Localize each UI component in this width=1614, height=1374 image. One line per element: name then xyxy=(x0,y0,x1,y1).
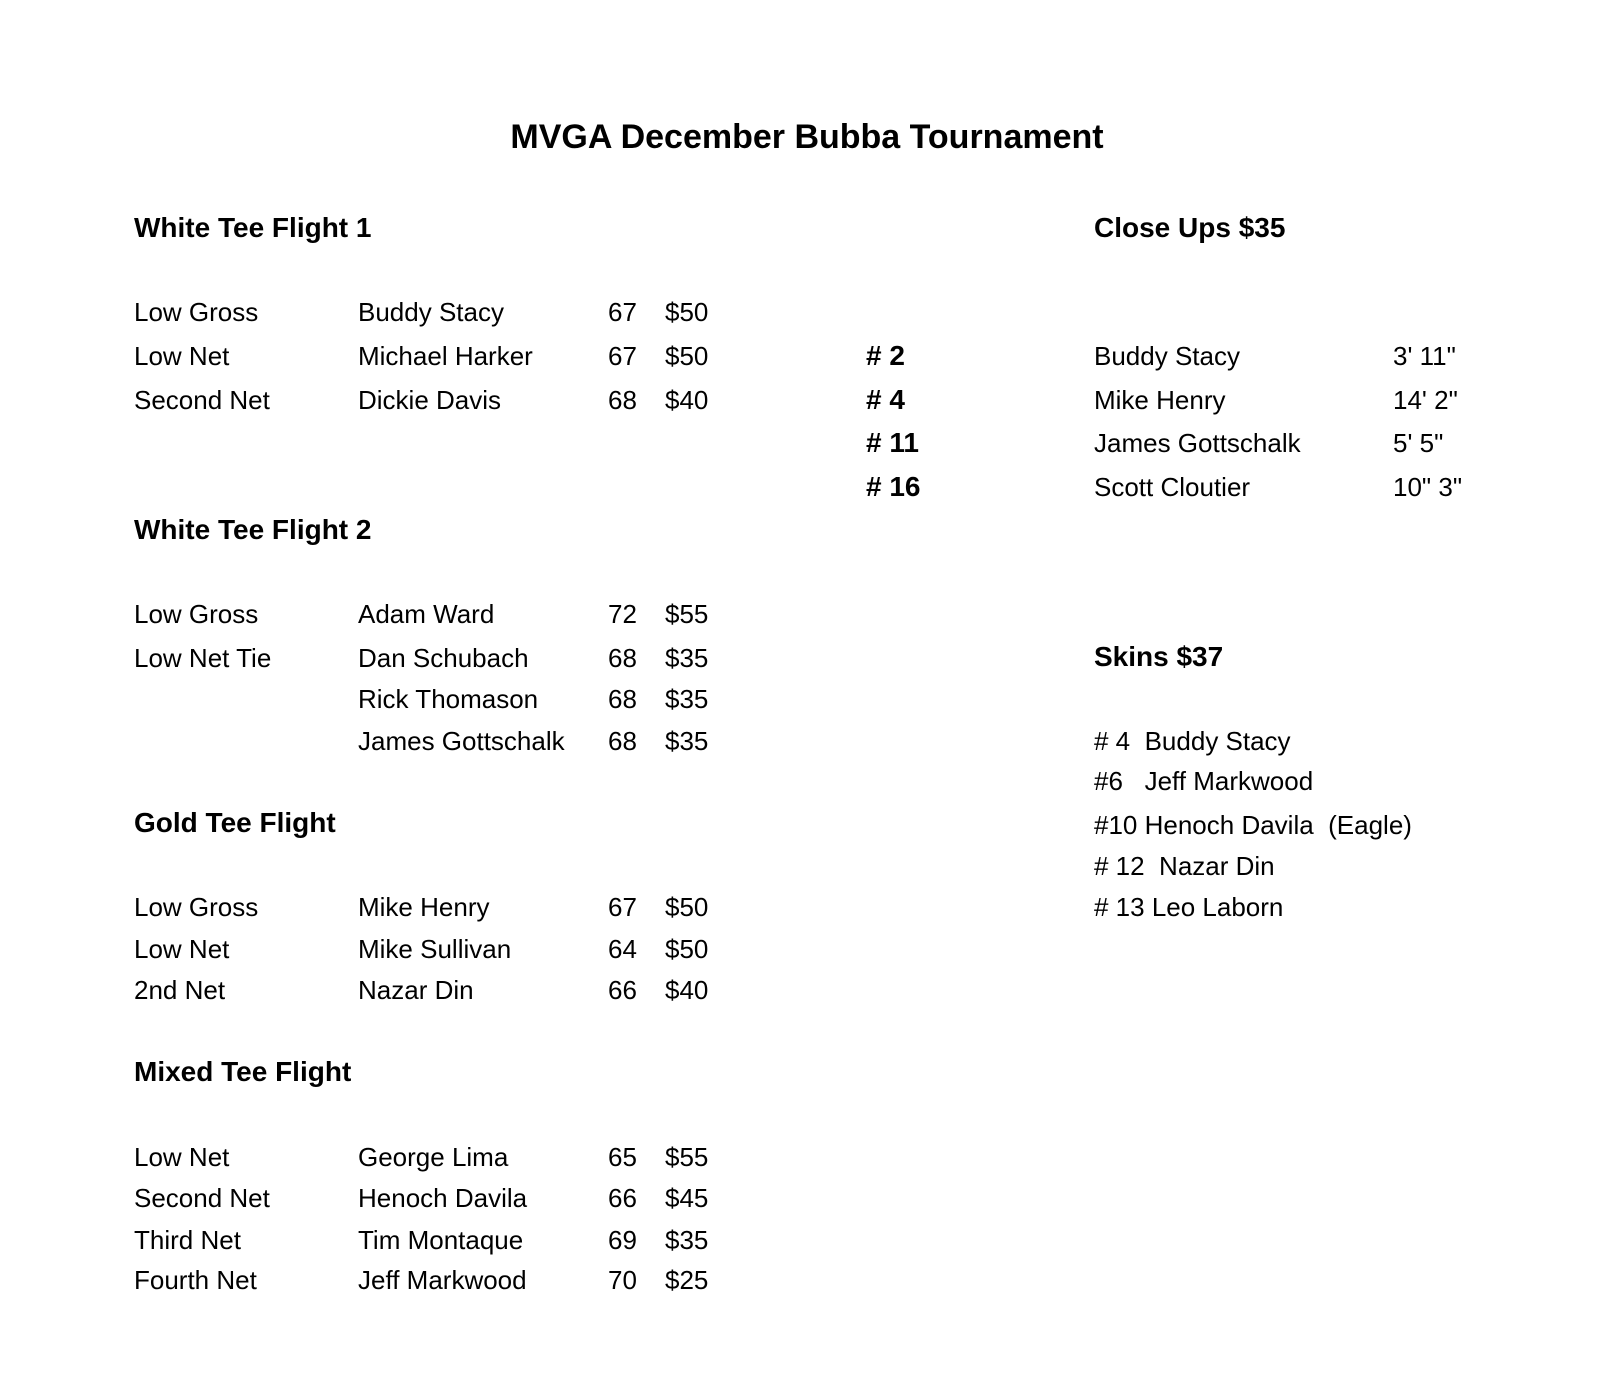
distance: 5' 5" xyxy=(1393,428,1444,458)
player-name: Buddy Stacy xyxy=(1094,341,1240,371)
player-name: Mike Henry xyxy=(1094,385,1226,415)
score: 70 xyxy=(608,1265,637,1295)
score: 68 xyxy=(608,726,637,756)
skin-entry: # 4 Buddy Stacy xyxy=(1094,726,1291,756)
prize: $40 xyxy=(665,975,709,1005)
score: 67 xyxy=(608,892,637,922)
score: 66 xyxy=(608,1183,637,1213)
player-name: Scott Cloutier xyxy=(1094,472,1251,502)
flight-heading: White Tee Flight 1 xyxy=(134,212,372,243)
prize: $35 xyxy=(665,643,709,673)
player-name: James Gottschalk xyxy=(358,726,565,756)
player-name: Rick Thomason xyxy=(358,684,539,714)
player-name: Buddy Stacy xyxy=(358,297,504,327)
score: 67 xyxy=(608,341,637,371)
prize: $50 xyxy=(665,892,709,922)
hole-number: # 11 xyxy=(866,427,919,458)
skin-entry: # 12 Nazar Din xyxy=(1094,851,1275,881)
score: 72 xyxy=(608,599,637,629)
row-label: Low Gross xyxy=(134,892,259,922)
score: 68 xyxy=(608,643,637,673)
flight-heading: White Tee Flight 2 xyxy=(134,514,372,545)
prize: $55 xyxy=(665,1142,709,1172)
page-title: MVGA December Bubba Tournament xyxy=(510,118,1104,156)
score: 66 xyxy=(608,975,637,1005)
player-name: Jeff Markwood xyxy=(358,1265,527,1295)
hole-number: # 16 xyxy=(866,471,921,502)
player-name: Nazar Din xyxy=(358,975,474,1005)
prize: $45 xyxy=(665,1183,709,1213)
player-name: Michael Harker xyxy=(358,341,533,371)
player-name: Mike Sullivan xyxy=(358,934,512,964)
score: 69 xyxy=(608,1225,637,1255)
prize: $35 xyxy=(665,726,709,756)
row-label: Fourth Net xyxy=(134,1265,257,1295)
row-label: 2nd Net xyxy=(134,975,226,1005)
score: 67 xyxy=(608,297,637,327)
player-name: Dan Schubach xyxy=(358,643,529,673)
prize: $35 xyxy=(665,684,709,714)
close-ups-heading: Close Ups $35 xyxy=(1094,212,1286,243)
distance: 14' 2" xyxy=(1393,385,1458,415)
row-label: Low Gross xyxy=(134,599,259,629)
hole-number: # 2 xyxy=(866,340,905,371)
skins-heading: Skins $37 xyxy=(1094,641,1224,672)
player-name: Adam Ward xyxy=(358,599,495,629)
prize: $55 xyxy=(665,599,709,629)
row-label: Third Net xyxy=(134,1225,241,1255)
score: 65 xyxy=(608,1142,637,1172)
player-name: Tim Montaque xyxy=(358,1225,524,1255)
player-name: George Lima xyxy=(358,1142,509,1172)
row-label: Low Net xyxy=(134,934,230,964)
score: 68 xyxy=(608,385,637,415)
player-name: Mike Henry xyxy=(358,892,490,922)
player-name: Henoch Davila xyxy=(358,1183,528,1213)
prize: $50 xyxy=(665,341,709,371)
prize: $50 xyxy=(665,934,709,964)
score: 68 xyxy=(608,684,637,714)
skin-entry: #6 Jeff Markwood xyxy=(1094,766,1314,796)
row-label: Low Gross xyxy=(134,297,259,327)
prize: $40 xyxy=(665,385,709,415)
row-label: Low Net xyxy=(134,341,230,371)
row-label: Low Net xyxy=(134,1142,230,1172)
skin-entry: #10 Henoch Davila (Eagle) xyxy=(1094,810,1412,840)
score: 64 xyxy=(608,934,637,964)
distance: 3' 11" xyxy=(1393,341,1456,371)
skin-entry: # 13 Leo Laborn xyxy=(1094,892,1284,922)
flight-heading: Gold Tee Flight xyxy=(134,807,336,838)
prize: $50 xyxy=(665,297,709,327)
flight-heading: Mixed Tee Flight xyxy=(134,1056,352,1087)
hole-number: # 4 xyxy=(866,384,905,415)
row-label: Second Net xyxy=(134,1183,270,1213)
player-name: Dickie Davis xyxy=(358,385,502,415)
prize: $25 xyxy=(665,1265,709,1295)
row-label: Low Net Tie xyxy=(134,643,272,673)
row-label: Second Net xyxy=(134,385,270,415)
distance: 10" 3" xyxy=(1393,472,1463,502)
prize: $35 xyxy=(665,1225,709,1255)
player-name: James Gottschalk xyxy=(1094,428,1301,458)
